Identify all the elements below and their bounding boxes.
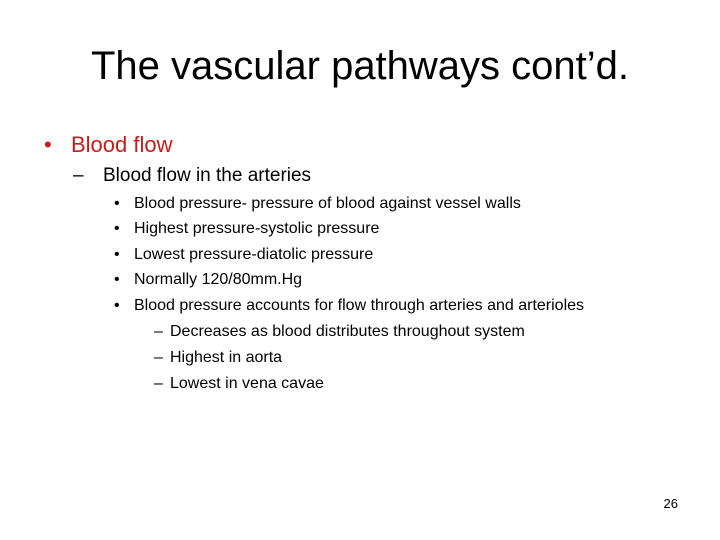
bullet-dot-icon: • xyxy=(114,195,120,212)
dash-icon: – xyxy=(154,323,163,340)
bullet-level2-text: Blood flow in the arteries xyxy=(103,165,312,186)
bullet-dot-icon: • xyxy=(114,271,120,288)
bullet-dot-icon: • xyxy=(44,132,52,157)
dash-icon: – xyxy=(154,375,163,392)
bullet-level3-text: Blood pressure- pressure of blood against vessel walls xyxy=(134,195,521,212)
bullet-level3-text: Lowest pressure-diatolic pressure xyxy=(134,246,374,263)
dash-icon: – xyxy=(73,165,84,186)
bullet-dot-icon: • xyxy=(114,297,120,314)
dash-icon: – xyxy=(154,349,163,366)
bullet-level3-text: Normally 120/80mm.Hg xyxy=(134,271,303,288)
bullet-level3-text: Blood pressure accounts for flow through arteries and arterioles xyxy=(134,297,585,314)
bullet-level4-text: Lowest in vena cavae xyxy=(170,375,324,392)
bullet-level4-text: Highest in aorta xyxy=(170,349,283,366)
slide-title: The vascular pathways cont’d. xyxy=(90,44,630,88)
bullet-dot-icon: • xyxy=(114,246,120,263)
bullet-level3-text: Highest pressure-systolic pressure xyxy=(134,220,380,237)
bullet-dot-icon: • xyxy=(114,220,120,237)
bullet-level4-text: Decreases as blood distributes throughout system xyxy=(170,323,525,340)
bullet-level1-text: Blood flow xyxy=(71,132,173,157)
page-number: 26 xyxy=(663,496,678,511)
